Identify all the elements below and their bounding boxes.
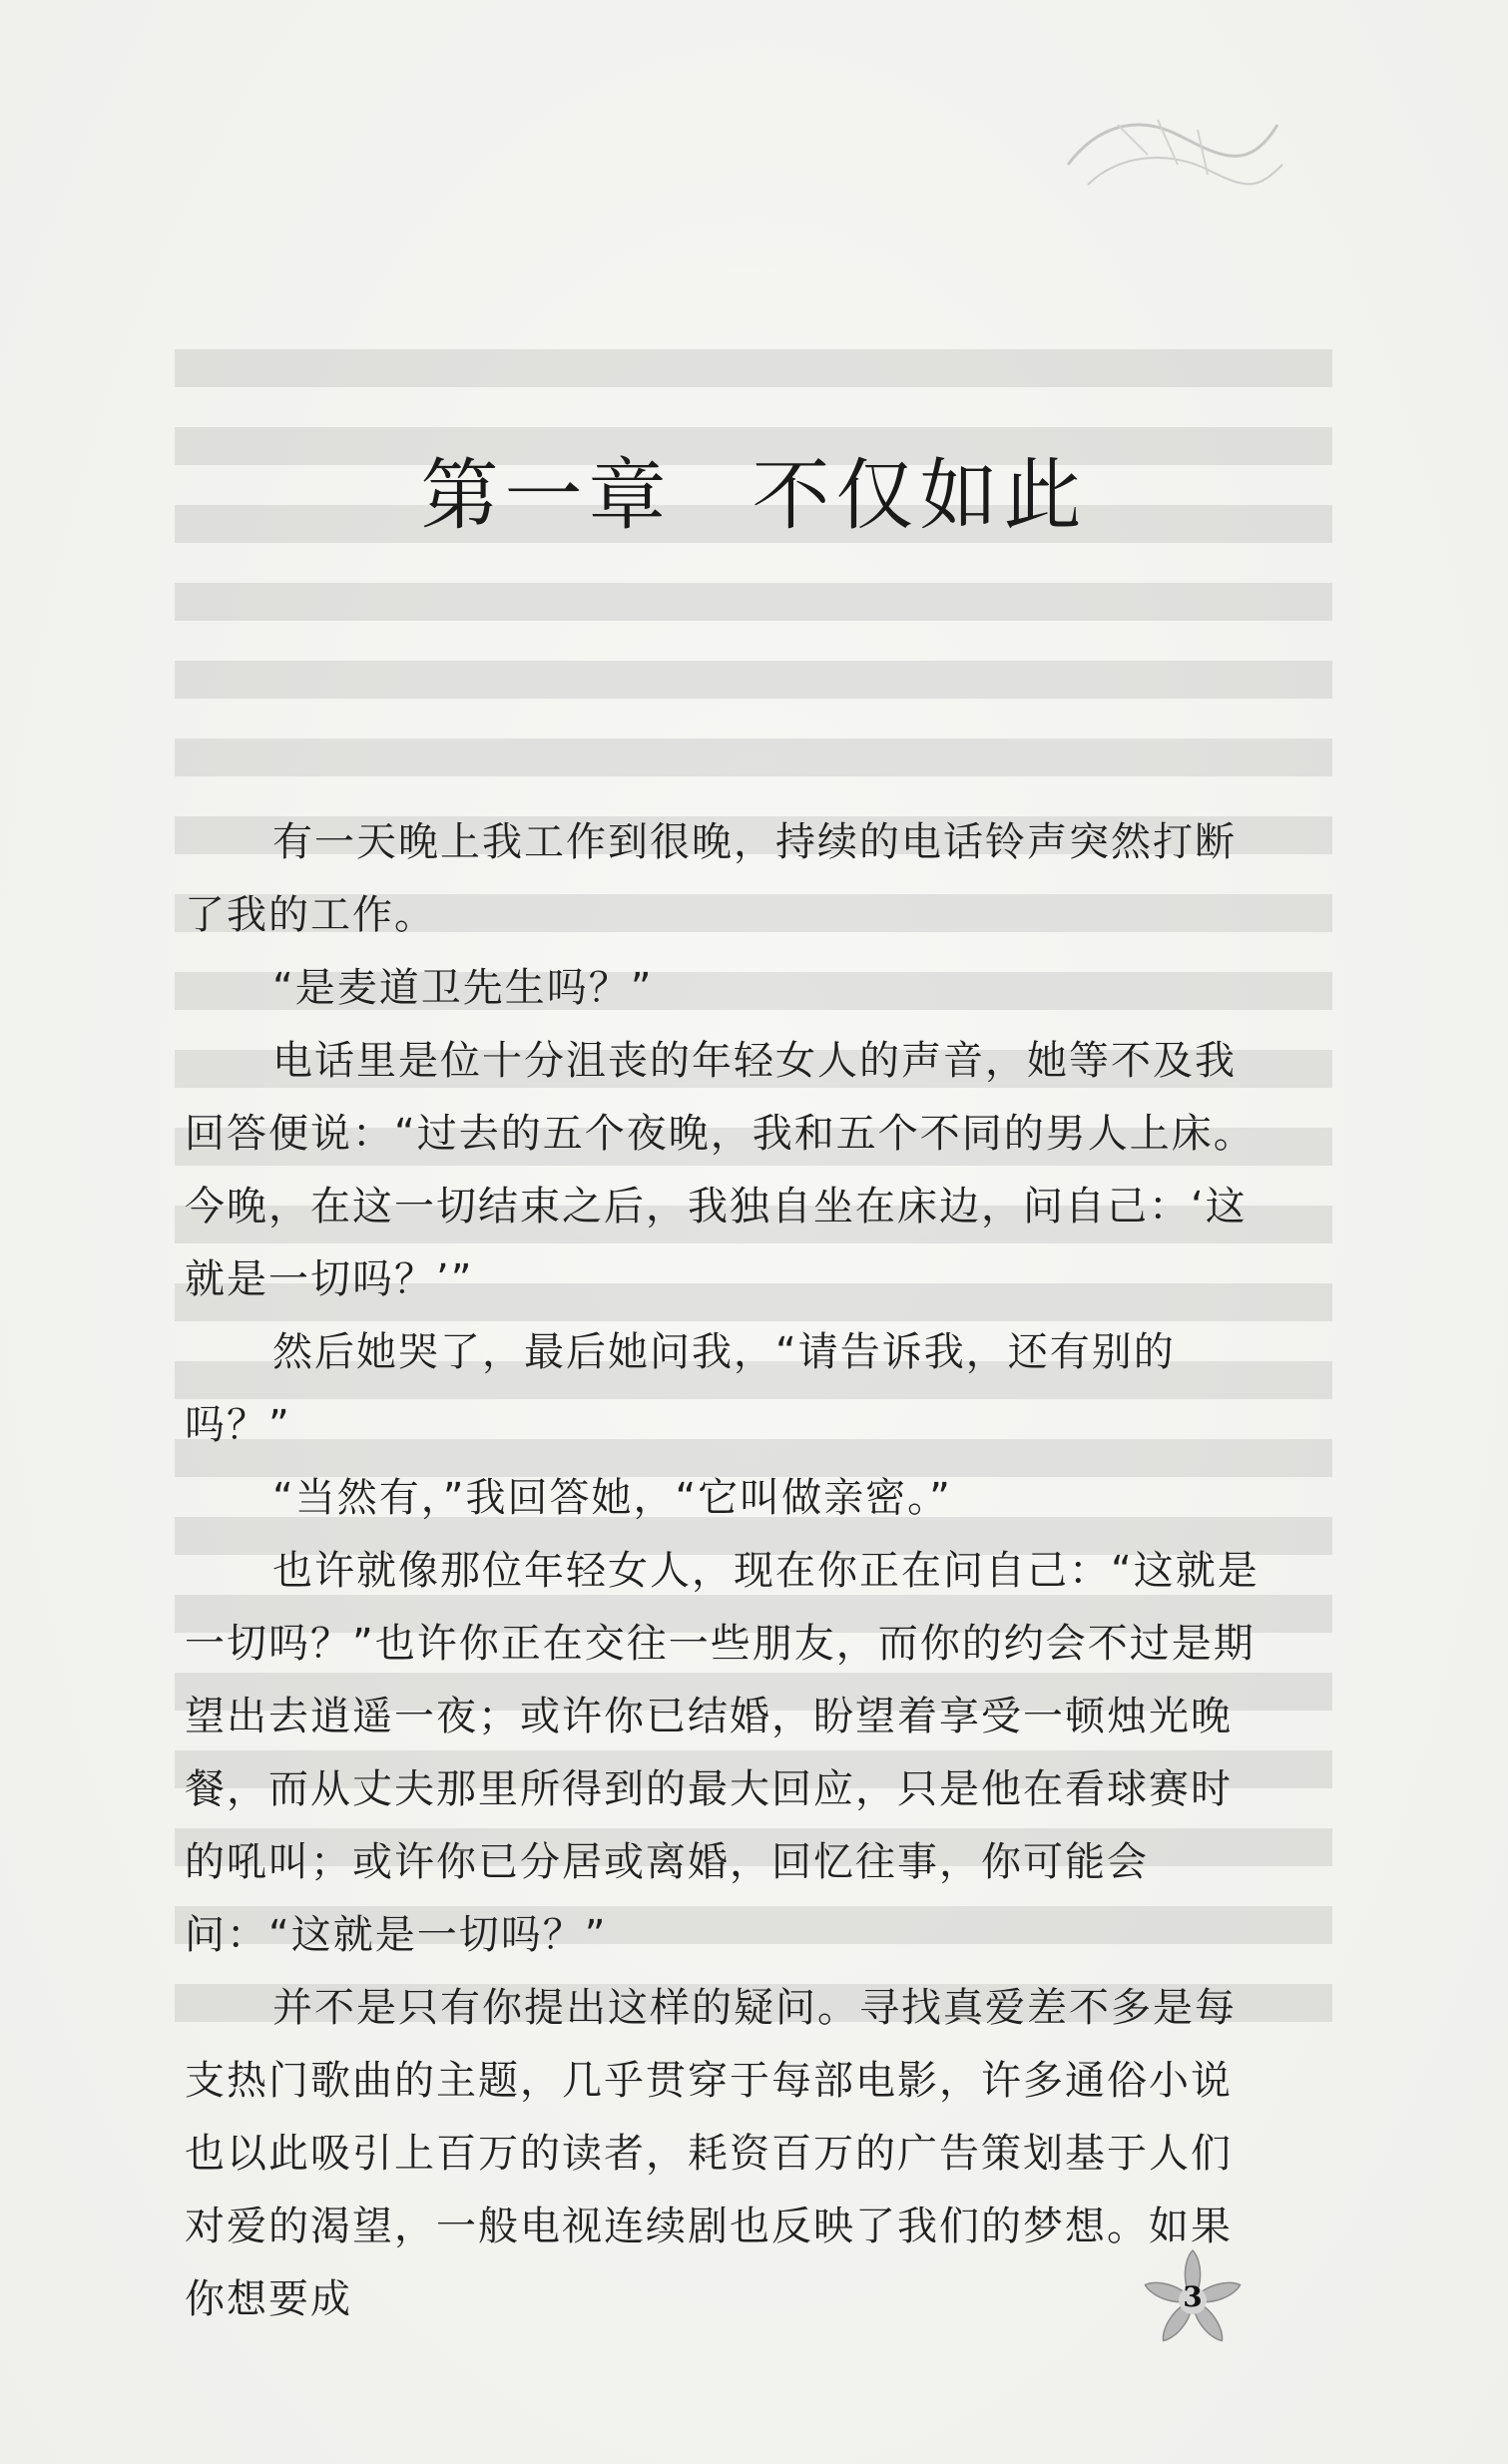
- paragraph: 并不是只有你提出这样的疑问。寻找真爱差不多是每支热门歌曲的主题，几乎贯穿于每部电影，许多通俗小说也以此吸引上百万的读者，耗资百万的广告策划基于人们对爱的渴望，一般电视连续剧也反映了我们的梦想。如果你想要成: [185, 1985, 1237, 2322]
- chapter-number: 第一章: [420, 451, 673, 542]
- paragraph: 有一天晚上我工作到很晚，持续的电话铃声突然打断了我的工作。: [185, 819, 1237, 938]
- paragraph: “当然有，”我回答她，“它叫做亲密。”: [272, 1475, 952, 1521]
- corner-watermark-icon: [1058, 95, 1287, 205]
- chapter-name: 不仅如此: [752, 451, 1088, 542]
- page-number: 3: [1183, 2280, 1203, 2313]
- paragraph: “是麦道卫先生吗？”: [272, 965, 654, 1011]
- paragraph: 然后她哭了，最后她问我，“请告诉我，还有别的吗？”: [185, 1329, 1176, 1448]
- chapter-title: [0, 433, 1508, 545]
- paragraph: 也许就像那位年轻女人，现在你正在问自己：“这就是一切吗？”也许你正在交往一些朋友，而你的约会不过是期望出去逍遥一夜；或许你已结婚，盼望着享受一顿烛光晚餐，而从丈夫那里所得到的最大回应，只是他在看球赛时的吼叫；或许你已分居或离婚，回忆往事，你可能会问：“这就是一切吗？”: [185, 1548, 1259, 1958]
- paragraph: 电话里是位十分沮丧的年轻女人的声音，她等不及我回答便说：“过去的五个夜晚，我和五个不同的男人上床。今晚，在这一切结束之后，我独自坐在床边，问自己：‘这就是一切吗？’”: [185, 1038, 1256, 1302]
- chapter-body: [185, 806, 1262, 2336]
